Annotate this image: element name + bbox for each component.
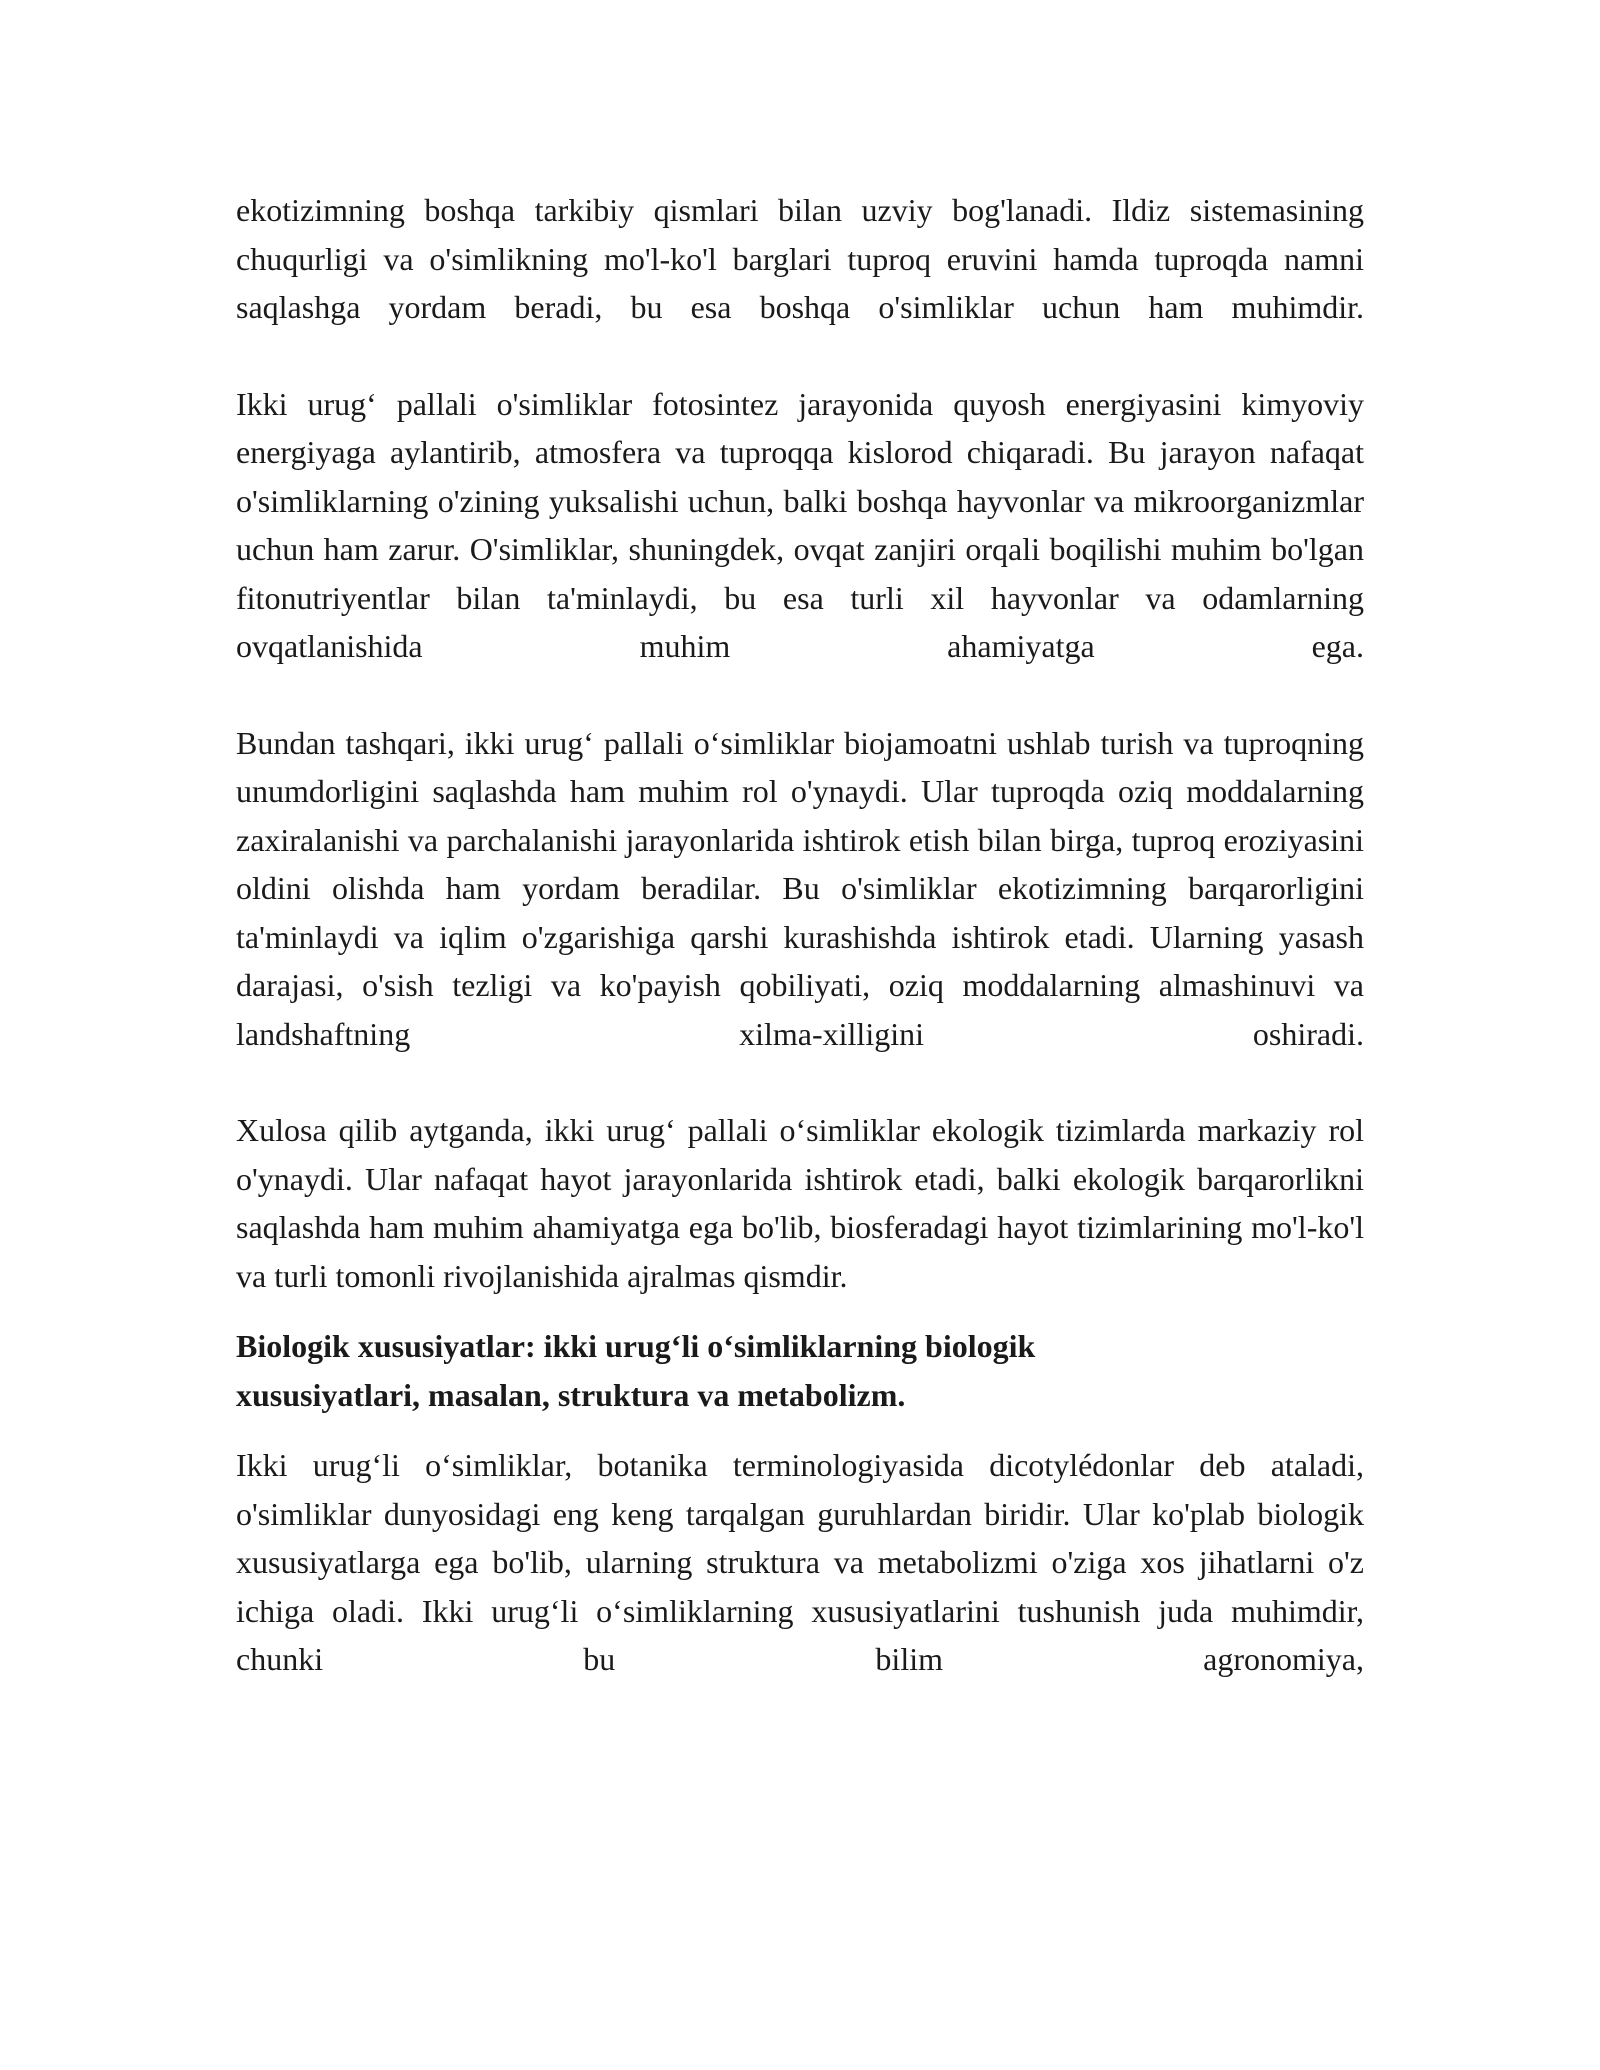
document-page xyxy=(236,186,1364,1684)
paragraph-photosynthesis: Ikki urug‘ pallali o'simliklar fotosintez jarayonida quyosh energiyasini kimyoviy energiyaga aylantirib, atmosfera va tuproqqa kislorod chiqaradi. Bu jarayon nafaqat o'simliklarning o'zining yuksalishi uchun, balki boshqa hayvonlar va mikroorganizmlar uchun ham zarur. O'simliklar, shuningdek, ovqat zanjiri orqali boqilishi muhim bo'lgan fitonutriyentlar bilan ta'minlaydi, bu esa turli xil hayvonlar va odamlarning ovqatlanishida muhim ahamiyatga ega. xyxy=(236,385,1364,664)
paragraph-biological-features: Ikki urug‘li o‘simliklar, botanika terminologiyasida dicotylédonlar deb ataladi, o'simliklar dunyosidagi eng keng tarqalgan guruhlardan biridir. Ular ko'plab biologik xususiyatlarga ega bo'lib, ularning struktura va metabolizmi o'ziga xos jihatlarni o'z ichiga oladi. Ikki urug‘li o‘simliklarning xususiyatlarini tushunish juda muhimdir, chunki bu bilim agronomiya, xyxy=(236,1447,1364,1677)
paragraph-conclusion: Xulosa qilib aytganda, ikki urug‘ pallali o‘simliklar ekologik tizimlarda markaziy rol o'ynaydi. Ular nafaqat hayot jarayonlarida ishtirok etadi, balki ekologik barqarorlikni saqlashda ham muhim ahamiyatga ega bo'lib, biosferadagi hayot tizimlarining mo'l-ko'l va turli tomonli rivojlanishida ajralmas qismdir. xyxy=(236,1112,1364,1294)
section-heading: Biologik xususiyatlar: ikki urug‘li o‘simliklarning biologik xususiyatlari, masalan, struktura va metabolizm. xyxy=(236,1328,1036,1413)
paragraph-ecosystem-roots: ekotizimning boshqa tarkibiy qismlari bilan uzviy bog'lanadi. Ildiz sistemasining chuqurligi va o'simlikning mo'l-ko'l barglari tuproq eruvini hamda tuproqda namni saqlashga yordam beradi, bu esa boshqa o'simliklar uchun ham muhimdir. xyxy=(236,192,1364,325)
paragraph-soil-fertility: Bundan tashqari, ikki urug‘ pallali o‘simliklar biojamoatni ushlab turish va tuproqning unumdorligini saqlashda ham muhim rol o'ynaydi. Ular tuproqda oziq moddalarning zaxiralanishi va parchalanishi jarayonlarida ishtirok etish bilan birga, tuproq eroziyasini oldini olishda ham yordam beradilar. Bu o'simliklar ekotizimning barqarorligini ta'minlaydi va iqlim o'zgarishiga qarshi kurashishda ishtirok etadi. Ularning yasash darajasi, o'sish tezligi va ko'payish qobiliyati, oziq moddalarning almashinuvi va landshaftning xilma-xilligini oshiradi. xyxy=(236,724,1364,1052)
